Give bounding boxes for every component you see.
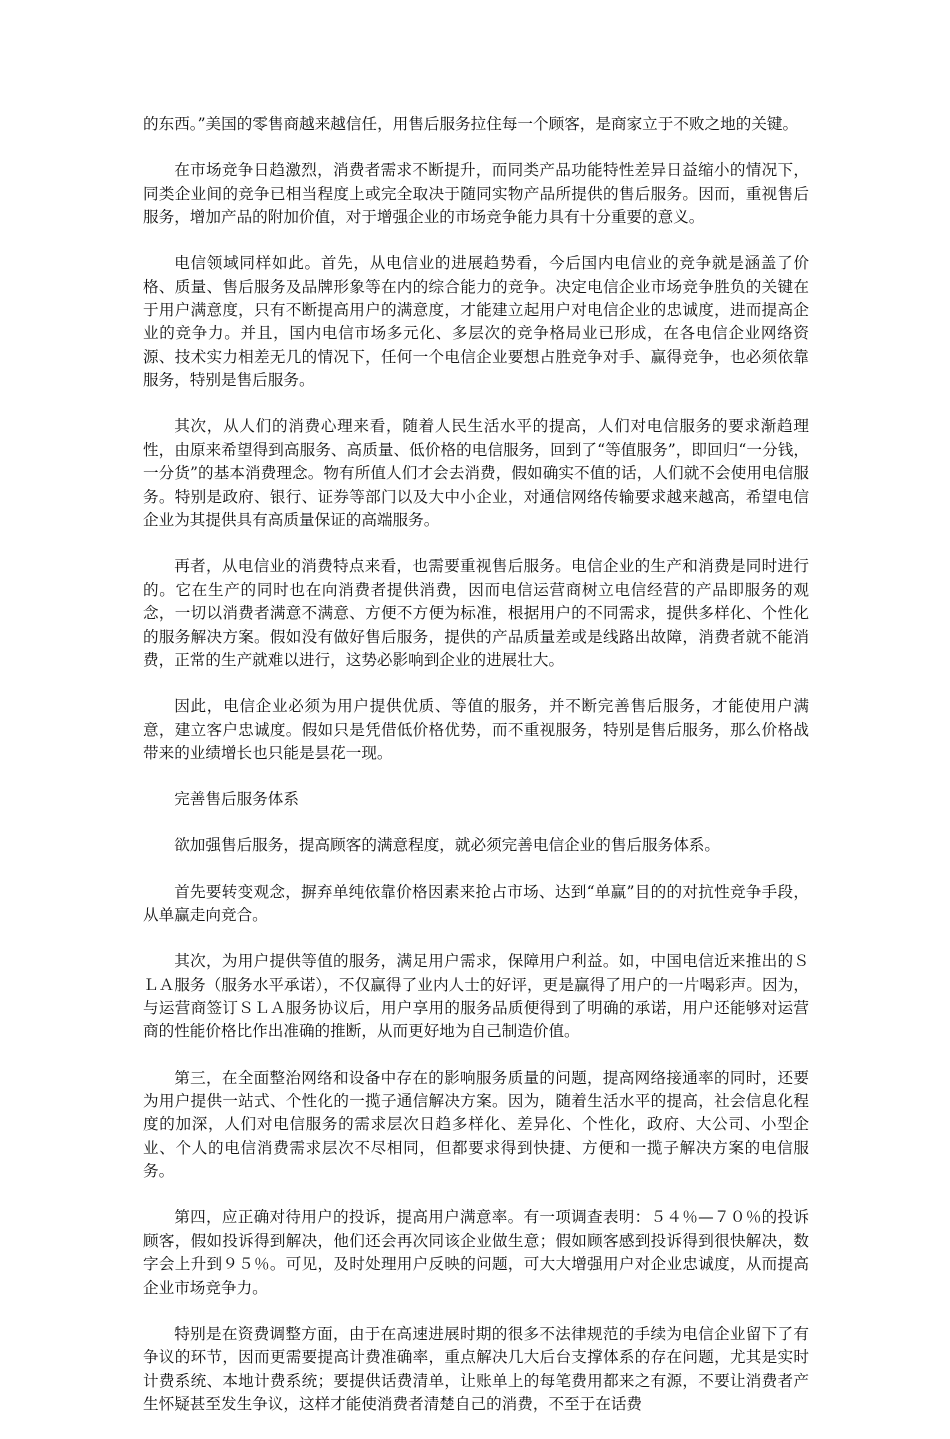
- paragraph-market-competition: 在市场竞争日趋激烈，消费者需求不断提升，而同类产品功能特性差异日益缩小的情况下，同类企业间的竞争已相当程度上或完全取决于随同实物产品所提供的售后服务。因而，重视售后服务，增加产品的附加价值，对于增强企业的市场竞争能力具有十分重要的意义。: [143, 161, 809, 227]
- paragraph-therefore: 因此，电信企业必须为用户提供优质、等值的服务，并不断完善售后服务，才能使用户满意，建立客户忠诚度。假如只是凭借低价格优势，而不重视服务，特别是售后服务，那么价格战带来的业绩增长也只能是昙花一现。: [143, 697, 809, 762]
- paragraph-strengthen-service: 欲加强售后服务，提高顾客的满意程度，就必须完善电信企业的售后服务体系。: [174, 836, 720, 855]
- paragraph-fourth-complaints: 第四，应正确对待用户的投诉，提高用户满意率。有一项调查表明：５４％—７０％的投诉顾客，假如投诉得到解决，他们还会再次同该企业做生意；假如顾客感到投诉得到很快解决，数字会上升到９５％。可见，及时处理用户反映的问题，可大大增强用户对企业忠诚度，从而提高企业市场竞争力。: [143, 1208, 809, 1297]
- paragraph-tariff-adjustment: 特别是在资费调整方面，由于在高速进展时期的很多不法律规范的手续为电信企业留下了有争议的环节，因而更需要提高计费准确率，重点解决几大后台支撑体系的存在问题，尤其是实时计费系统、本地计费系统；要提供话费清单，让账单上的每笔费用都来之有源，不要让消费者产生怀疑甚至发生争议，这样才能使消费者清楚自己的消费，不至于在话费: [143, 1324, 809, 1414]
- paragraph-third-network: 第三，在全面整治网络和设备中存在的影响服务质量的问题，提高网络接通率的同时，还要为用户提供一站式、个性化的一揽子通信解决方案。因为，随着生活水平的提高，社会信息化程度的加深，人们对电信服务的需求层次日趋多样化、差异化、个性化，政府、大公司、小型企业、个人的电信消费需求层次不尽相同，但都要求得到快捷、方便和一揽子解决方案的电信服务。: [143, 1068, 809, 1181]
- section-heading: 完善售后服务体系: [174, 790, 299, 809]
- document-page: [143, 113, 809, 1439]
- paragraph-telecom-field: 电信领域同样如此。首先，从电信业的进展趋势看，今后国内电信业的竞争就是涵盖了价格、质量、售后服务及品牌形象等在内的综合能力的竞争。决定电信企业市场竞争胜负的关键在于用户满意度，只有不断提高用户的满意度，才能建立起用户对电信企业的忠诚度，进而提高企业的竞争力。并且，国内电信市场多元化、多层次的竞争格局业已形成，在各电信企业网络资源、技术实力相差无几的情况下，任何一个电信企业要想占胜竞争对手、赢得竞争，也必须依靠服务，特别是售后服务。: [143, 254, 809, 390]
- paragraph-consumption-features: 再者，从电信业的消费特点来看，也需要重视售后服务。电信企业的生产和消费是同时进行的。它在生产的同时也在向消费者提供消费，因而电信运营商树立电信经营的产品即服务的观念，一切以消费者满意不满意、方便不方便为标准，根据用户的不同需求，提供多样化、个性化的服务解决方案。假如没有做好售后服务，提供的产品质量差或是线路出故障，消费者就不能消费，正常的生产就难以进行，这势必影响到企业的进展壮大。: [143, 557, 809, 669]
- paragraph-consumer-psychology: 其次，从人们的消费心理来看，随着人民生活水平的提高，人们对电信服务的要求渐趋理性，由原来希望得到高服务、高质量、低价格的电信服务，回到了“等值服务”，即回归“一分钱，一分货”的基本消费理念。物有所值人们才会去消费，假如确实不值的话，人们就不会使用电信服务。特别是政府、银行、证券等部门以及大中小企业，对通信网络传输要求越来越高，希望电信企业为其提供具有高质量保证的高端服务。: [143, 417, 809, 530]
- paragraph-intro-continued: 的东西。”美国的零售商越来越信任，用售后服务拉住每一个顾客，是商家立于不败之地的关键。: [143, 115, 799, 133]
- paragraph-second-equal-value: 其次，为用户提供等值的服务，满足用户需求，保障用户利益。如，中国电信近来推出的ＳＬＡ服务（服务水平承诺），不仅赢得了业内人士的好评，更是赢得了用户的一片喝彩声。因为，与运营商签订ＳＬＡ服务协议后，用户享用的服务品质便得到了明确的承诺，用户还能够对运营商的性能价格比作出准确的推断，从而更好地为自己制造价值。: [143, 952, 809, 1041]
- paragraph-first-change-concept: 首先要转变观念，摒弃单纯依靠价格因素来抢占市场、达到“单赢”目的的对抗性竞争手段，从单赢走向竞合。: [143, 882, 809, 924]
